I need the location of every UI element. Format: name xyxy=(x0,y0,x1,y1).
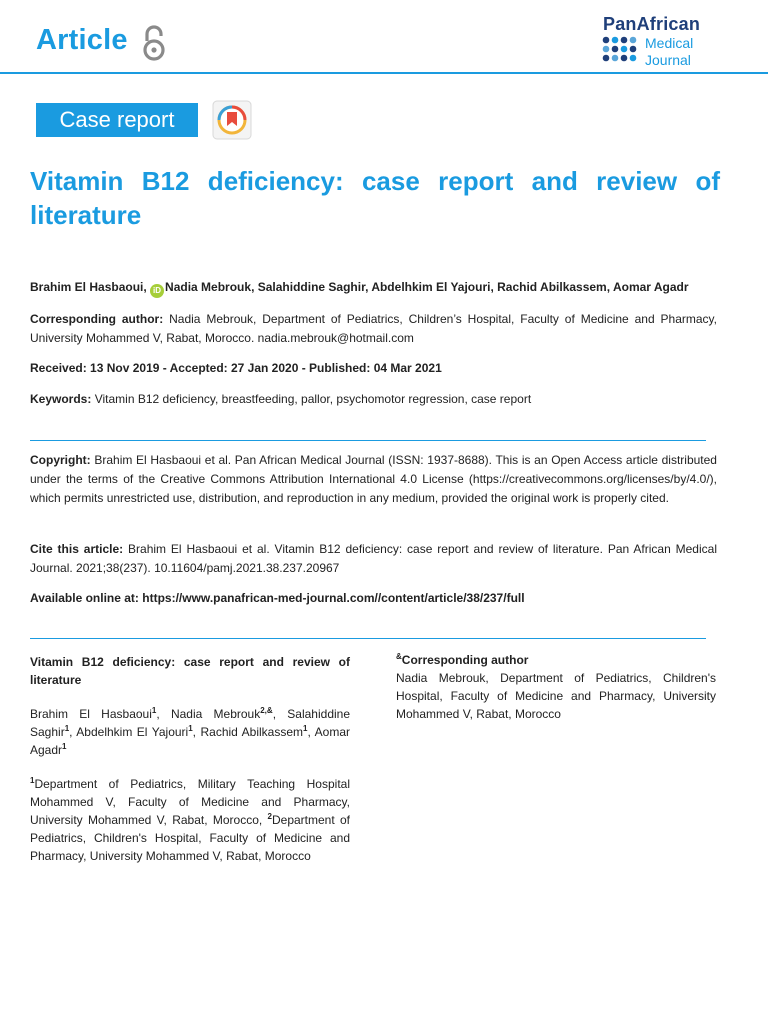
journal-logo[interactable] xyxy=(596,14,746,72)
keywords-label: Keywords: xyxy=(30,392,92,406)
publication-dates: Received: 13 Nov 2019 - Accepted: 27 Jan 2020 - Published: 04 Mar 2021 xyxy=(30,361,442,375)
page-title: Vitamin B12 deficiency: case report and review of literature xyxy=(30,166,720,230)
available-label: Available online at: xyxy=(30,591,139,605)
available-url[interactable]: https://www.panafrican-med-journal.com//content/article/38/237/full xyxy=(142,591,525,605)
other-authors: Nadia Mebrouk, Salahiddine Saghir, Abdelhkim El Yajouri, Rachid Abilkassem, Aomar Agadr xyxy=(165,280,689,294)
copyright xyxy=(30,451,717,508)
affiliation-2: Department of Pediatrics, Children's Hospital, Faculty of Medicine and Pharmacy, University Mohammed V, Rabat, Morocco xyxy=(30,813,350,863)
case-report-badge: Case report xyxy=(36,103,198,137)
journal-sub-journal: Journal xyxy=(645,52,691,68)
journal-sub-medical: Medical xyxy=(645,35,694,51)
corresponding-heading: &Corresponding author xyxy=(396,652,529,667)
keywords-text: Vitamin B12 deficiency, breastfeeding, pallor, psychomotor regression, case report xyxy=(94,392,532,406)
author-list xyxy=(30,278,717,298)
open-access-lock-icon xyxy=(141,25,167,61)
crossmark-icon[interactable] xyxy=(212,100,252,140)
right-column xyxy=(396,651,716,723)
section-divider xyxy=(30,638,706,639)
affiliation-1: Department of Pediatrics, Military Teaching Hospital Mohammed V, Faculty of Medicine and Pharmacy, University Mohammed V, Rabat, Morocco, xyxy=(30,777,350,827)
journal-name: PanAfrican xyxy=(603,14,701,34)
column-title: Vitamin B12 deficiency: case report and review of literature xyxy=(30,655,350,687)
section-divider xyxy=(30,440,706,441)
column-authors: Brahim El Hasbaoui$^1$, Nadia Mebrouk$^{2,\&}$, Salahiddine Saghir$^1$, Abdelhkim El Yajouri$^1$, Rachid Abilkassem$^1$, Aomar Agadr$^1$ xyxy=(30,706,350,757)
corresponding-label: Corresponding author: xyxy=(30,312,164,326)
corresponding-details: Nadia Mebrouk, Department of Pediatrics, Children's Hospital, Faculty of Medicine and Pharmacy, University Mohammed V, Rabat, Morocco xyxy=(396,671,716,721)
copyright-label: Copyright: xyxy=(30,453,91,467)
left-column xyxy=(30,653,350,865)
journal-dots-icon xyxy=(602,36,642,68)
corresponding-author xyxy=(30,310,717,348)
corresponding-text: Nadia Mebrouk, Department of Pediatrics, Children’s Hospital, Faculty of Medicine and Pharmacy, University Mohammed V, Rabat, Morocco. nadia.mebrouk@hotmail.com xyxy=(30,312,717,345)
copyright-text: Brahim El Hasbaoui et al. Pan African Medical Journal (ISSN: 1937-8688). This is an Open Access article distributed under the terms of the Creative Commons Attribution International 4.0 License (https://creativecommons.org/licenses/by/4.0/), which permits unrestricted use, distribution, and reproduction in any medium, provided the original work is properly cited. xyxy=(30,453,717,505)
article-label: Article xyxy=(36,24,128,56)
available-online xyxy=(30,589,717,608)
header-divider xyxy=(0,72,768,74)
orcid-icon[interactable]: iD xyxy=(150,284,164,298)
cite-text: Brahim El Hasbaoui et al. Vitamin B12 deficiency: case report and review of literature. Pan African Medical Journal. 2021;38(237). 10.11604/pamj.2021.38.237.20967 xyxy=(30,542,717,575)
column-affiliations: $^1$Department of Pediatrics, Military Teaching Hospital Mohammed V, Faculty of Medicine and Pharmacy, University Mohammed V, Rabat, Morocco, $^2$Department of Pediatrics, Children's Hospital, Faculty of Medicine and Pharmacy, University Mohammed V, Rabat, Morocco xyxy=(30,776,350,863)
first-author: Brahim El Hasbaoui, xyxy=(30,280,147,294)
keywords xyxy=(30,390,717,409)
cite-label: Cite this article: xyxy=(30,542,124,556)
citation xyxy=(30,540,717,578)
